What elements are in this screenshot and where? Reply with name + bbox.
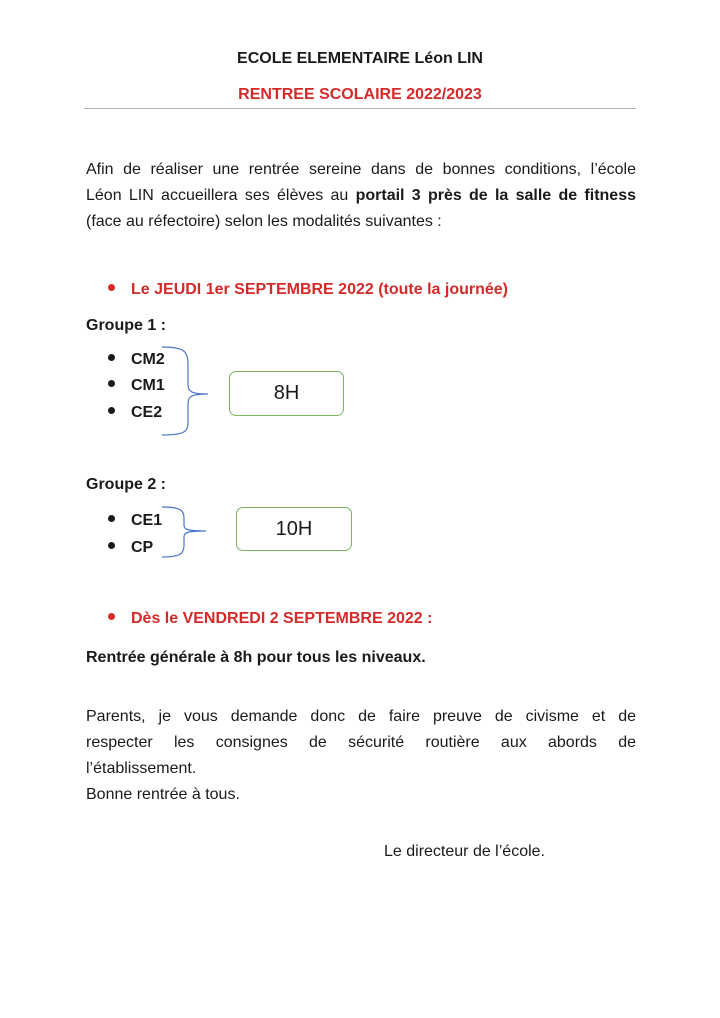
group2-item-label: CE1 (131, 512, 163, 529)
group1-item-label: CM1 (131, 377, 165, 394)
bullet-icon (108, 284, 115, 291)
group2-item (108, 539, 153, 557)
header-divider (84, 108, 636, 109)
intro-paragraph (86, 157, 636, 235)
closing-line-1: Parents, je vous demande donc de faire preuve de civisme et de (86, 708, 636, 725)
group1-item-label: CM2 (131, 351, 165, 368)
group2-time-box: 10H (236, 507, 352, 551)
intro-line-2 (86, 183, 636, 209)
gate-location: portail 3 près de la salle de fitness (355, 187, 637, 204)
closing-line-4: Bonne rentrée à tous. (86, 786, 240, 803)
group2-item (108, 512, 162, 530)
day1-heading-text: Le JEUDI 1er SEPTEMBRE 2022 (toute la journée) (131, 281, 508, 298)
bullet-icon (108, 354, 115, 361)
bullet-icon (108, 380, 115, 387)
intro-line-1: Afin de réaliser une rentrée sereine dans de bonnes conditions, l’école (86, 161, 636, 178)
signature: Le directeur de l’école. (384, 843, 545, 860)
intro-line-3: (face au réfectoire) selon les modalités suivantes : (86, 213, 442, 230)
school-name: ECOLE ELEMENTAIRE Léon LIN (237, 50, 483, 67)
day2-heading-text: Dès le VENDREDI 2 SEPTEMBRE 2022 : (131, 610, 433, 627)
intro-line-2-text: Léon LIN accueillera ses élèves au (86, 187, 356, 204)
group2-brace-icon (160, 506, 220, 558)
general-start-note: Rentrée générale à 8h pour tous les niveaux. (86, 649, 426, 666)
day2-heading (108, 610, 432, 628)
bullet-icon (108, 515, 115, 522)
group1-brace-icon (160, 346, 220, 436)
school-year-title: RENTREE SCOLAIRE 2022/2023 (238, 86, 482, 103)
group1-item (108, 404, 162, 422)
group1-label: Groupe 1 : (86, 317, 167, 334)
group2-item-label: CP (131, 539, 154, 556)
closing-line-2: respecter les consignes de sécurité routière aux abords de (86, 734, 636, 751)
day1-heading (108, 281, 508, 299)
bullet-icon (108, 613, 115, 620)
closing-paragraph (86, 704, 636, 808)
group1-item (108, 377, 165, 395)
bullet-icon (108, 407, 115, 414)
group2-label: Groupe 2 : (86, 476, 167, 493)
group1-item (108, 351, 165, 369)
group1-time-box: 8H (229, 371, 344, 416)
closing-line-3: l’établissement. (86, 760, 197, 777)
group1-item-label: CE2 (131, 404, 163, 421)
bullet-icon (108, 542, 115, 549)
